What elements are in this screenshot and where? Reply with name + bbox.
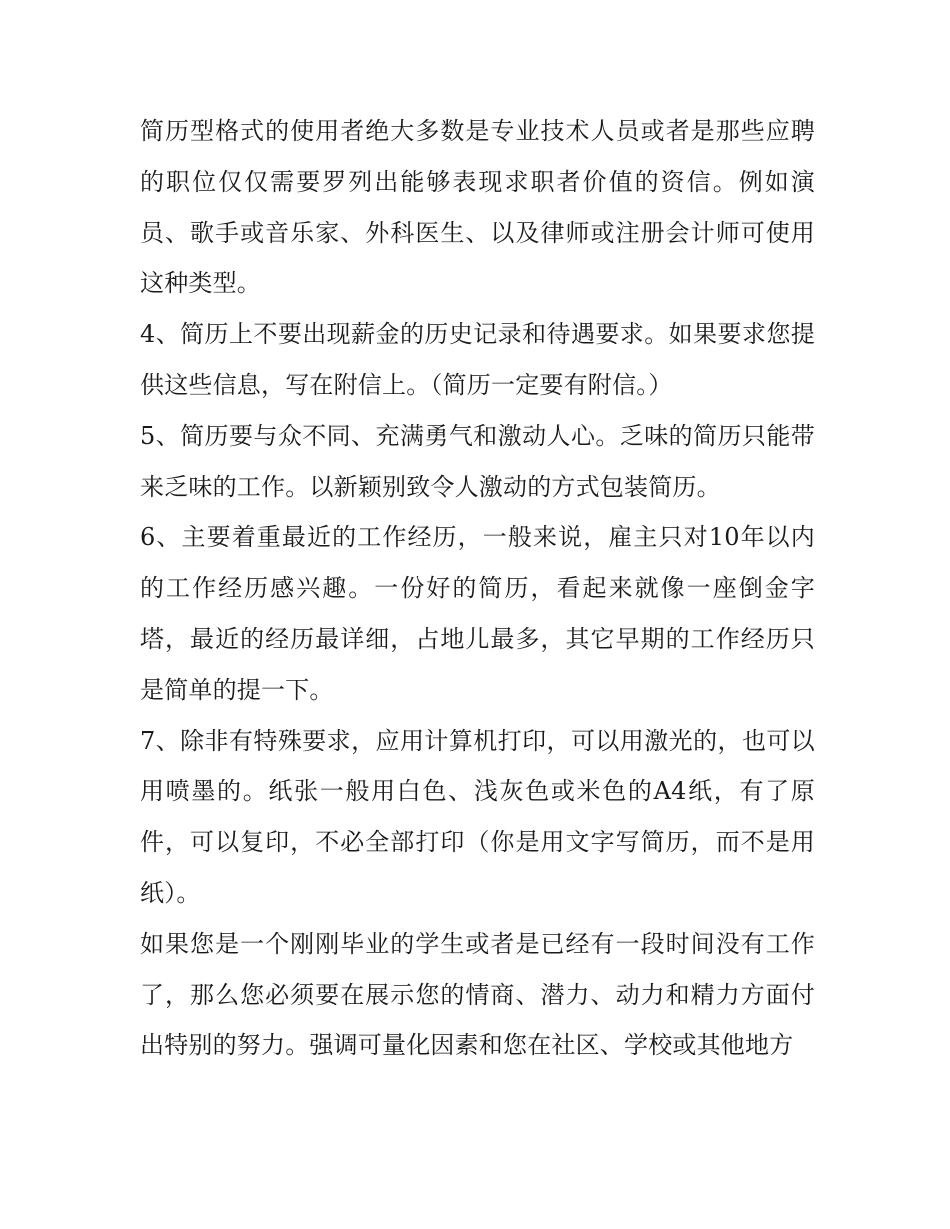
paragraph-item-5: 5、简历要与众不同、充满勇气和激动人心。乏味的简历只能带来乏味的工作。以新颖别致令人激动的方式包装简历。 [140,421,815,501]
paragraph-item-6: 6、主要着重最近的工作经历，一般来说，雇主只对10年以内的工作经历感兴趣。一份好的简历，看起来就像一座倒金字塔，最近的经历最详细，占地儿最多，其它早期的工作经历只是简单的提一下。 [140,523,815,704]
paragraph-resume-format: 简历型格式的使用者绝大多数是专业技术人员或者是那些应聘的职位仅仅需要罗列出能够表现求职者价值的资信。例如演员、歌手或音乐家、外科医生、以及律师或注册会计师可使用这种类型。 [140,117,815,298]
document-body [140,106,815,1071]
paragraph-item-4: 4、简历上不要出现薪金的历史记录和待遇要求。如果要求您提供这些信息，写在附信上。（简历一定要有附信。） [140,320,815,399]
paragraph-graduate-advice: 如果您是一个刚刚毕业的学生或者是已经有一段时间没有工作了，那么您必须要在展示您的情商、潜力、动力和精力方面付出特别的努力。强调可量化因素和您在社区、学校或其他地方 [140,929,815,1060]
paragraph-item-7: 7、除非有特殊要求，应用计算机打印，可以用激光的，也可以用喷墨的。纸张一般用白色、浅灰色或米色的A4纸，有了原件，可以复印，不必全部打印（你是用文字写简历，而不是用纸）。 [140,726,815,907]
